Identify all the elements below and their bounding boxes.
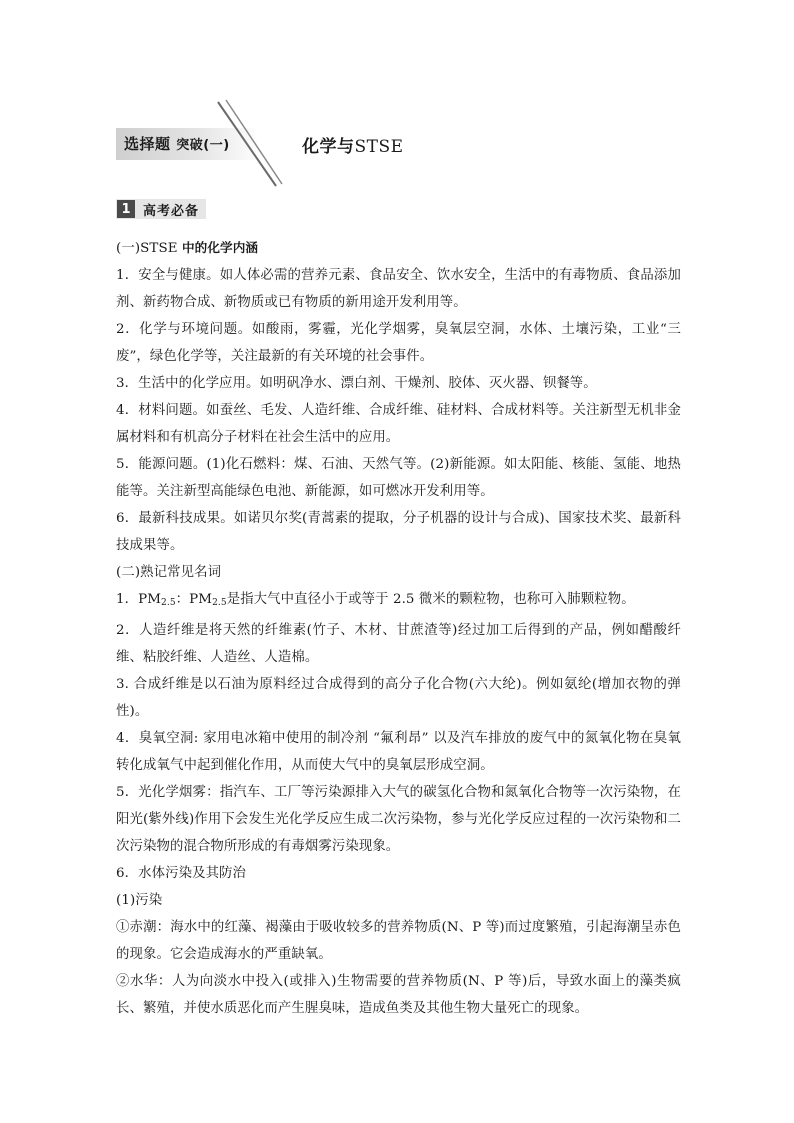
paragraph: (1)污染 [116,893,163,908]
section-label-main: 选择题 [124,135,171,153]
paragraph: 3．生活中的化学应用。如明矾净水、漂白剂、干燥剂、胶体、灭火器、钡餐等。 [116,376,597,391]
section-heading [116,199,206,219]
paragraph [116,586,681,617]
pm-definition: 是指大气中直径小于或等于 2.5 微米的颗粒物，也称可入肺颗粒物。 [226,592,635,607]
paragraph: (二)熟记常见名词 [116,565,222,580]
p1-bold: 中的化学内涵 [181,240,259,255]
banner-decoration [0,0,794,200]
paragraph: 2．化学与环境问题。如酸雨，雾霾，光化学烟雾，臭氧层空洞，水体、土壤污染，工业“三废”，绿色化学等，关注最新的有关环境的社会事件。 [116,322,681,364]
section-label-suffix: 突破(一) [176,138,230,153]
paragraph: 3. 合成纤维是以石油为原料经过合成得到的高分子化合物(六大纶)。例如氨纶(增加衣物的弹性)。 [116,677,681,719]
pm-subscript: 2.5 [212,598,227,608]
chapter-title-latin: STSE [354,137,404,157]
paragraph: 1．安全与健康。如人体必需的营养元素、食品安全、饮水安全，生活中的有毒物质、食品添加剂、新药物合成、新物质或已有物质的新用途开发利用等。 [116,268,681,310]
pm-term-a: 1．PM [116,592,162,607]
paragraph [116,234,681,262]
chapter-title [302,132,404,157]
heading-text: 高考必备 [143,203,200,219]
paragraph: 5．能源问题。(1)化石燃料：煤、石油、天然气等。(2)新能源。如太阳能、核能、氢能、地热能等。关注新型高能绿色电池、新能源，如可燃冰开发利用等。 [116,457,681,499]
paragraph: 4．臭氧空洞: 家用电冰箱中使用的制冷剂 “氟利昂” 以及汽车排放的废气中的氮氧化物在臭氧转化成氧气中起到催化作用，从而使大气中的臭氧层形成空洞。 [116,731,681,773]
pm-term-b: ：PM [175,592,213,607]
paragraph: 6．水体污染及其防治 [116,866,247,881]
paragraph: 2．人造纤维是将天然的纤维素(竹子、木材、甘蔗渣等)经过加工后得到的产品，例如醋酸纤维、粘胶纤维、人造丝、人造棉。 [116,623,681,665]
paragraph: 4．材料问题。如蚕丝、毛发、人造纤维、合成纤维、硅材料、合成材料等。关注新型无机非金属材料和有机高分子材料在社会生活中的应用。 [116,403,681,445]
heading-number: 1 [117,200,135,218]
paragraph: 5．光化学烟雾：指汽车、工厂等污染源排入大气的碳氢化合物和氮氧化合物等一次污染物，在阳光(紫外线)作用下会发生光化学反应生成二次污染物，参与光化学反应过程的一次污染物和二次污染物的混合物所形成的有毒烟雾污染现象。 [116,785,681,854]
pm-subscript: 2.5 [161,598,176,608]
header-banner [0,0,794,200]
section-label [124,133,230,154]
paragraph: ①赤潮：海水中的红藻、褐藻由于吸收较多的营养物质(N、P 等)而过度繁殖，引起海潮呈赤色的现象。它会造成海水的严重缺氧。 [116,920,681,962]
paragraph: 6．最新科技成果。如诺贝尔奖(青蒿素的提取，分子机器的设计与合成)、国家技术奖、最新科技成果等。 [116,511,681,553]
document-body [116,234,681,1022]
chapter-title-cn: 化学与 [302,137,355,157]
p1-prefix: (一)STSE [116,241,182,256]
paragraph: ②水华：人为向淡水中投入(或排入)生物需要的营养物质(N、P 等)后，导致水面上的藻类疯长、繁殖，并使水质恶化而产生腥臭味，造成鱼类及其他生物大量死亡的现象。 [116,974,681,1016]
